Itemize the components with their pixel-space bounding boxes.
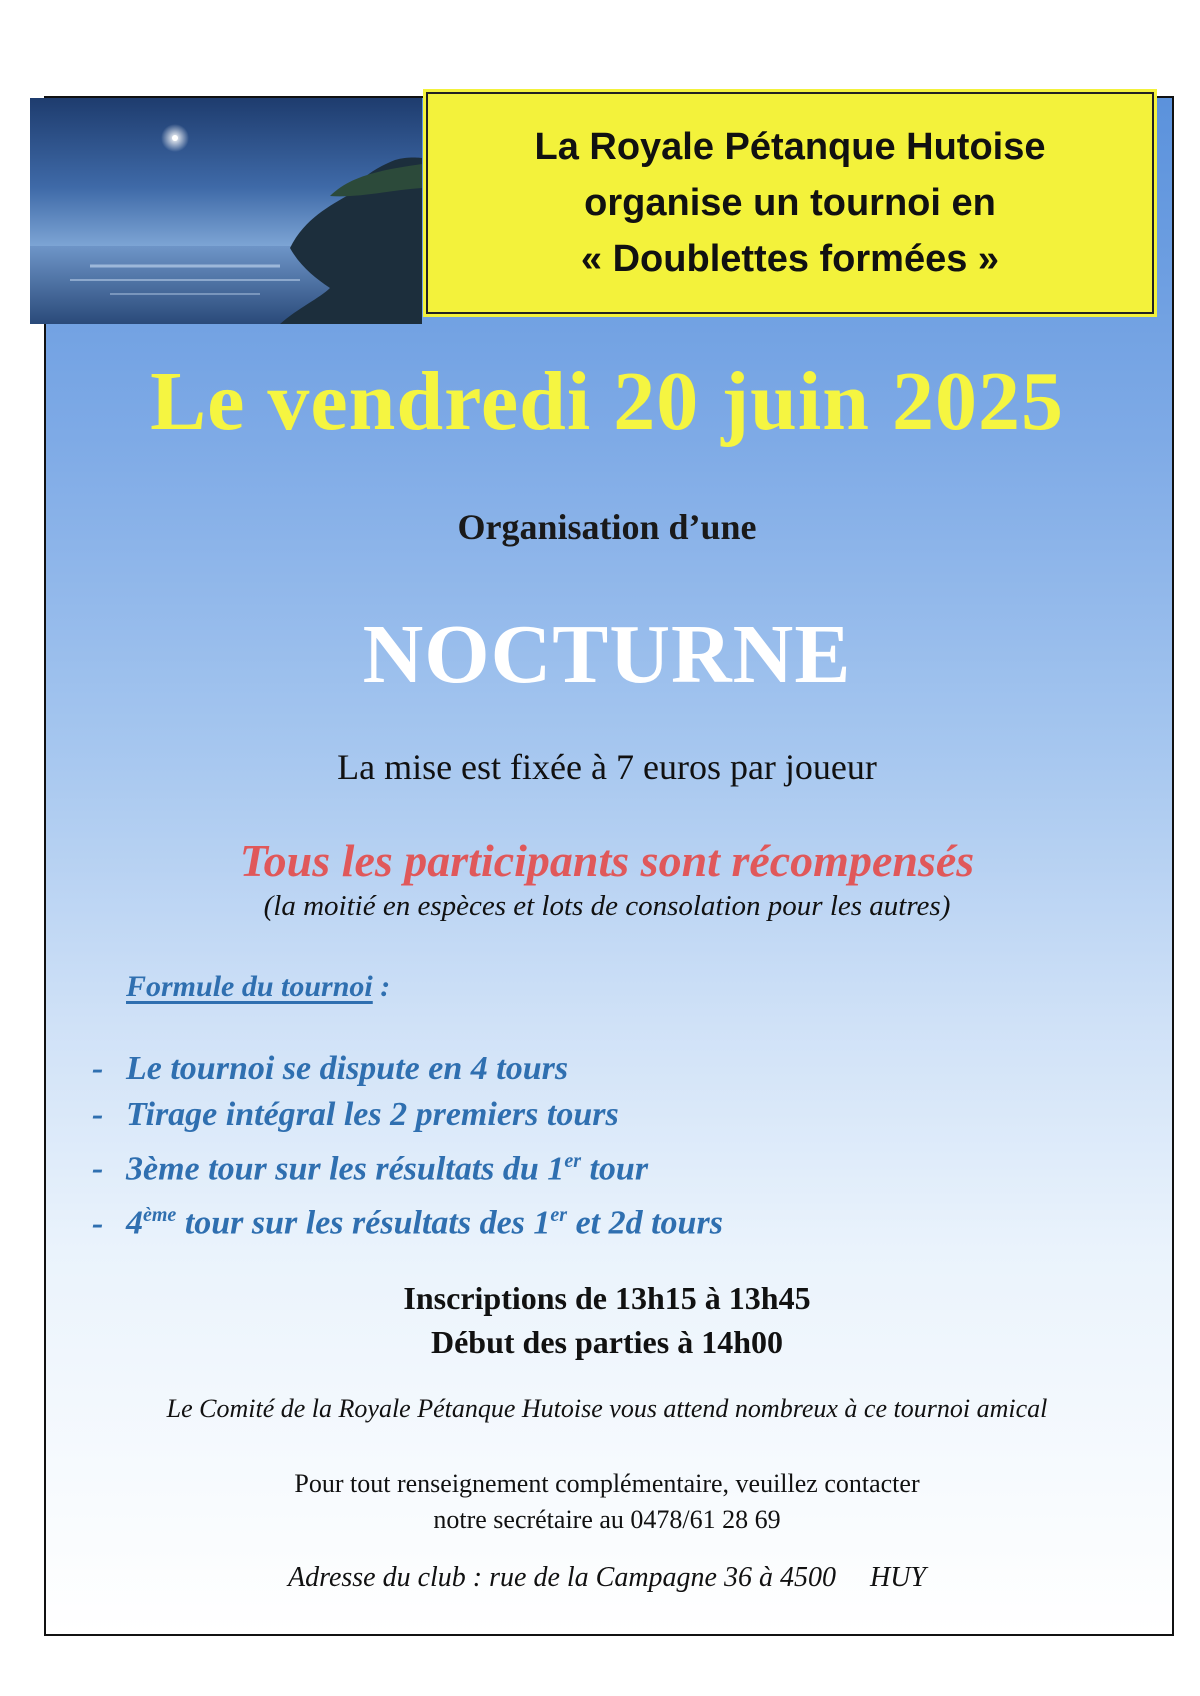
contact-line-2: notre secrétaire au 0478/61 28 69	[433, 1505, 781, 1534]
rule-text: tour	[580, 1150, 649, 1188]
address-text: Adresse du club : rue de la Campagne 36 à 4500	[287, 1562, 836, 1593]
club-address	[44, 1562, 1170, 1594]
organisation-label: Organisation d’une	[457, 507, 757, 547]
list-dash: -	[92, 1050, 104, 1087]
formula-heading-text: Formule du tournoi	[126, 970, 373, 1003]
list-dash: -	[92, 1096, 104, 1133]
schedule	[44, 1276, 1170, 1364]
formula-rules-list	[92, 1046, 723, 1247]
contact-info	[44, 1466, 1170, 1538]
list-item	[92, 1192, 723, 1246]
entry-fee: La mise est fixée à 7 euros par joueur	[337, 747, 877, 787]
reward-headline: Tous les participants sont récompensés	[239, 835, 975, 886]
rule-text: 3ème tour sur les résultats du 1	[126, 1150, 565, 1188]
rule-superscript: er	[564, 1150, 581, 1172]
night-sea-photo	[30, 98, 422, 324]
organizer-banner	[426, 92, 1154, 314]
list-item	[92, 1138, 723, 1192]
rule-superscript: ème	[143, 1204, 177, 1227]
formula-heading-colon: :	[372, 970, 391, 1003]
rule-text: Tirage intégral les 2 premiers tours	[126, 1096, 619, 1133]
list-item	[92, 1046, 723, 1092]
committee-message: Le Comité de la Royale Pétanque Hutoise vous attend nombreux à ce tournoi amical	[166, 1394, 1048, 1423]
rule-text: tour sur les résultats des 1	[176, 1204, 551, 1242]
event-name: NOCTURNE	[362, 608, 852, 701]
formula-heading	[126, 970, 390, 1004]
contact-line-1: Pour tout renseignement complémentaire, veuillez contacter	[294, 1469, 920, 1498]
banner-line-3: « Doublettes formées »	[580, 238, 1000, 280]
list-item	[92, 1092, 723, 1138]
banner-line-2: organise un tournoi en	[584, 182, 996, 224]
reward-detail: (la moitié en espèces et lots de consolation pour les autres)	[263, 890, 951, 922]
event-date: Le vendredi 20 juin 2025	[150, 355, 1064, 448]
rule-text: Le tournoi se dispute en 4 tours	[126, 1050, 569, 1087]
list-dash: -	[92, 1150, 104, 1188]
start-time: Début des parties à 14h00	[430, 1324, 783, 1360]
registration-time: Inscriptions de 13h15 à 13h45	[403, 1280, 811, 1316]
address-city: HUY	[869, 1562, 926, 1593]
banner-line-1: La Royale Pétanque Hutoise	[534, 126, 1046, 168]
rule-text: 4	[126, 1204, 143, 1242]
rule-superscript: er	[550, 1204, 568, 1227]
rule-text: et 2d tours	[567, 1204, 723, 1242]
list-dash: -	[92, 1204, 104, 1242]
